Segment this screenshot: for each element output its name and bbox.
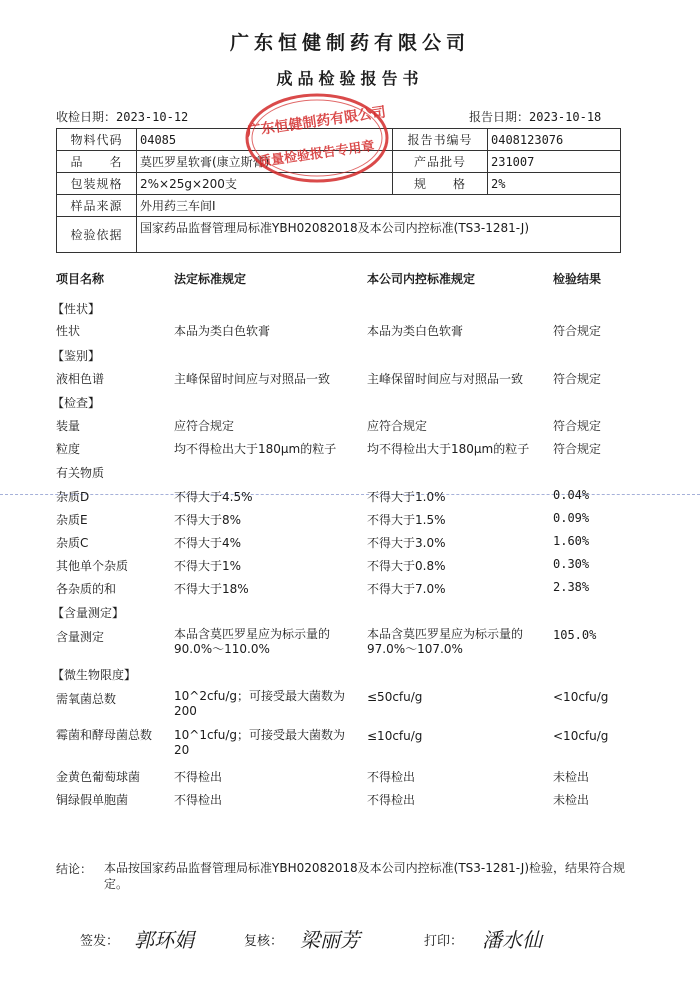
row-character-legal: 本品为类白色软膏: [174, 324, 271, 338]
pack-label: 包装规格: [57, 173, 137, 195]
review-label: 复核：: [244, 934, 284, 949]
source-value: 外用药三车间Ⅰ: [137, 195, 621, 217]
row-pseudo-legal: 不得检出: [174, 793, 223, 807]
review-signature: 梁丽芳: [300, 928, 360, 952]
batch-label: 产品批号: [393, 151, 488, 173]
row-mold-legal: 10^1cfu/g；可接受最大菌数为20: [174, 728, 346, 757]
row-particle-internal: 均不得检出大于180μm的粒子: [367, 442, 530, 456]
source-label: 样品来源: [57, 195, 137, 217]
row-assay-item: 含量测定: [56, 630, 105, 644]
issue-label: 签发：: [80, 934, 120, 949]
section-assay: 【含量测定】: [52, 606, 125, 620]
row-filling-legal: 应符合规定: [174, 419, 235, 433]
material-code-label: 物料代码: [57, 129, 137, 151]
print-signature: 潘水仙: [482, 928, 542, 952]
row-impC-item: 杂质C: [56, 536, 89, 550]
row-impD-legal: 不得大于4.5%: [174, 490, 253, 504]
row-staph-legal: 不得检出: [174, 770, 223, 784]
row-mold-internal: ≤10cfu/g: [367, 729, 423, 743]
row-particle-item: 粒度: [56, 442, 81, 456]
batch-value: 231007: [488, 151, 621, 173]
row-pseudo-item: 铜绿假单胞菌: [56, 793, 129, 807]
row-filling-result: 符合规定: [553, 419, 602, 433]
row-related-item: 有关物质: [56, 466, 105, 480]
svg-text:广东恒健制药有限公司: 广东恒健制药有限公司: [246, 104, 387, 140]
row-aerobic-result: <10cfu/g: [553, 690, 609, 704]
row-other-internal: 不得大于0.8%: [367, 559, 446, 573]
row-aerobic-legal: 10^2cfu/g；可接受最大菌数为200: [174, 689, 346, 718]
row-staph-internal: 不得检出: [367, 770, 416, 784]
row-filling-item: 装量: [56, 419, 81, 433]
basis-label: 检验依据: [57, 217, 137, 253]
row-other-legal: 不得大于1%: [174, 559, 242, 573]
product-name-label: 品 名: [57, 151, 137, 173]
conclusion-text: 本品按国家药品监督管理局标准YBH02082018及本公司内控标准(TS3-1281-J)检验，结果符合规定。: [104, 861, 626, 891]
section-microbial: 【微生物限度】: [52, 668, 137, 682]
basis-value: 国家药品监督管理局标准YBH02082018及本公司内控标准(TS3-1281-J): [137, 217, 621, 253]
scan-dashed-line: [0, 494, 700, 495]
report-no-label: 报告书编号: [393, 129, 488, 151]
receipt-date-value: 2023-10-12: [116, 110, 189, 124]
receipt-date-label: 收检日期：: [56, 110, 117, 124]
row-particle-result: 符合规定: [553, 442, 602, 456]
row-impC-internal: 不得大于3.0%: [367, 536, 446, 550]
product-name-value: 莫匹罗星软膏(康立斯膏): [137, 151, 393, 173]
row-character-result: 符合规定: [553, 324, 602, 338]
row-aerobic-item: 需氧菌总数: [56, 692, 117, 706]
row-impE-legal: 不得大于8%: [174, 513, 242, 527]
row-mold-item: 霉菌和酵母菌总数: [56, 728, 153, 742]
report-date: [469, 108, 601, 125]
row-character-internal: 本品为类白色软膏: [367, 324, 464, 338]
row-character-item: 性状: [56, 324, 81, 338]
row-particle-legal: 均不得检出大于180μm的粒子: [174, 442, 337, 456]
conclusion-label: 结论：: [56, 862, 93, 876]
row-impC-legal: 不得大于4%: [174, 536, 242, 550]
row-filling-internal: 应符合规定: [367, 419, 428, 433]
row-assay-result: 105.0%: [553, 628, 597, 642]
report-title: 成品检验报告书: [276, 69, 424, 88]
issue-signature: 郭环娟: [134, 928, 194, 952]
row-staph-item: 金黄色葡萄球菌: [56, 770, 141, 784]
section-inspection: 【检查】: [52, 396, 101, 410]
section-character: 【性状】: [52, 302, 101, 316]
report-date-label: 报告日期：: [469, 110, 530, 124]
row-mold-result: <10cfu/g: [553, 729, 609, 743]
receipt-date: [56, 108, 188, 125]
row-assay-internal: 本品含莫匹罗星应为标示量的97.0%～107.0%: [367, 627, 524, 656]
row-total-legal: 不得大于18%: [174, 582, 249, 596]
header-item: 项目名称: [56, 272, 105, 286]
header-legal: 法定标准规定: [174, 272, 247, 286]
row-hplc-legal: 主峰保留时间应与对照品一致: [174, 372, 331, 386]
row-staph-result: 未检出: [553, 770, 590, 784]
svg-text:质量检验报告专用章: 质量检验报告专用章: [257, 138, 376, 171]
row-total-internal: 不得大于7.0%: [367, 582, 446, 596]
row-impD-item: 杂质D: [56, 490, 90, 504]
report-date-value: 2023-10-18: [529, 110, 602, 124]
row-impE-result: 0.09%: [553, 511, 590, 525]
print-label: 打印：: [424, 934, 464, 949]
pack-value: 2%×25g×200支: [137, 173, 393, 195]
row-aerobic-internal: ≤50cfu/g: [367, 690, 423, 704]
row-pseudo-result: 未检出: [553, 793, 590, 807]
header-internal: 本公司内控标准规定: [367, 272, 476, 286]
company-title: 广东恒健制药有限公司: [229, 32, 470, 54]
row-assay-legal: 本品含莫匹罗星应为标示量的90.0%～110.0%: [174, 627, 331, 656]
material-code-value: 04085: [137, 129, 393, 151]
row-impC-result: 1.60%: [553, 534, 590, 548]
report-no-value: 0408123076: [488, 129, 621, 151]
row-hplc-item: 液相色谱: [56, 372, 105, 386]
row-pseudo-internal: 不得检出: [367, 793, 416, 807]
spec-label: 规 格: [393, 173, 488, 195]
row-hplc-internal: 主峰保留时间应与对照品一致: [367, 372, 524, 386]
row-other-result: 0.30%: [553, 557, 590, 571]
row-impD-result: 0.04%: [553, 488, 590, 502]
section-identification: 【鉴别】: [52, 349, 101, 363]
row-impE-internal: 不得大于1.5%: [367, 513, 446, 527]
row-impD-internal: 不得大于1.0%: [367, 490, 446, 504]
row-impE-item: 杂质E: [56, 513, 88, 527]
row-hplc-result: 符合规定: [553, 372, 602, 386]
spec-value: 2%: [488, 173, 621, 195]
row-other-item: 其他单个杂质: [56, 559, 129, 573]
row-total-item: 各杂质的和: [56, 582, 117, 596]
header-result: 检验结果: [553, 272, 602, 286]
row-total-result: 2.38%: [553, 580, 590, 594]
quality-seal-stamp: [244, 92, 390, 184]
